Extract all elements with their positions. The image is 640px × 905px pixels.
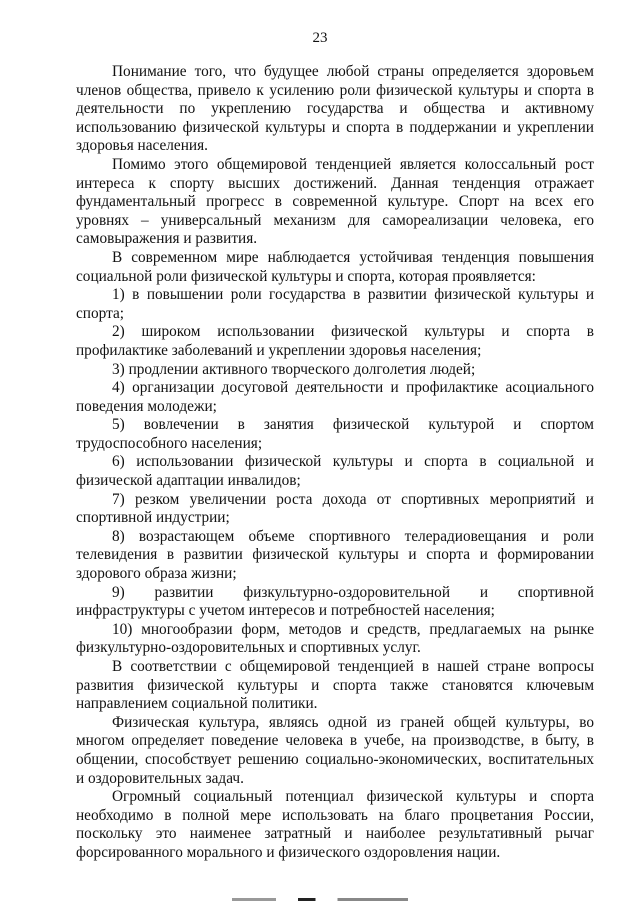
list-item-5: 5) вовлечении в занятия физической культурой и спортом трудоспособного населения; — [76, 416, 594, 452]
scan-edge-mark — [210, 898, 430, 901]
list-item-10: 10) многообразии форм, методов и средств, предлагаемых на рынке физкультурно-оздоровительных и спортивных услуг. — [76, 620, 594, 657]
paragraph-potential: Огромный социальный потенциал физической культуры и спорта необходимо в полной мере использовать на благо процветания России, поскольку это наименее затратный и наиболее результативный рычаг форсированного морального и физического оздоровления нации. — [76, 788, 594, 861]
paragraph-trend: Помимо этого общемировой тенденцией является колоссальный рост интереса к спорту высших достижений. Данная тенденция отражает фундаментальный прогресс в современной культуре. Спорт на всех его уровнях – универсальный механизм для самореализации человека, его самовыражения и развития. — [76, 155, 594, 248]
list-item-9: 9) развитии физкультурно-оздоровительной и спортивной инфраструктуры с учетом интересов и потребностей населения; — [76, 583, 594, 620]
list-item-4: 4) организации досуговой деятельности и профилактике асоциального поведения молодежи; — [76, 379, 594, 415]
paragraph-list-intro: В современном мире наблюдается устойчивая тенденция повышения социальной роли физической культуры и спорта, которая проявляется: — [76, 248, 594, 285]
paragraph-intro: Понимание того, что будущее любой страны определяется здоровьем членов общества, привело к усилению роли физической культуры и спорта в деятельности по укреплению государства и общества и активному использованию физической культуры и спорта в поддержании и укреплении здоровья населения. — [76, 63, 594, 155]
list-item-2: 2) широком использовании физической культуры и спорта в профилактике заболеваний и укреплении здоровья населения; — [76, 323, 594, 359]
list-item-6: 6) использовании физической культуры и спорта в социальной и физической адаптации инвалидов; — [76, 453, 594, 490]
list-item-1: 1) в повышении роли государства в развитии физической культуры и спорта; — [76, 286, 594, 322]
paragraph-culture: Физическая культура, являясь одной из граней общей культуры, во многом определяет поведение человека в учебе, на производстве, в быту, в общении, способствует решению социально-экономических, воспитательных и оздоровительных задач. — [76, 713, 594, 787]
page-number: 23 — [312, 30, 328, 46]
list-item-7: 7) резком увеличении роста дохода от спортивных мероприятий и спортивной индустрии; — [76, 490, 594, 527]
list-item-3: 3) продлении активного творческого долголетия людей; — [112, 360, 476, 378]
body-text — [76, 63, 594, 863]
paragraph-policy: В соответствии с общемировой тенденцией в нашей стране вопросы развития физической культуры и спорта также становятся ключевым направлением социальной политики. — [76, 658, 594, 713]
list-item-8: 8) возрастающем объеме спортивного телерадиовещания и роли телевидения в развитии физической культуры и спорта и формировании здорового образа жизни; — [76, 527, 594, 583]
